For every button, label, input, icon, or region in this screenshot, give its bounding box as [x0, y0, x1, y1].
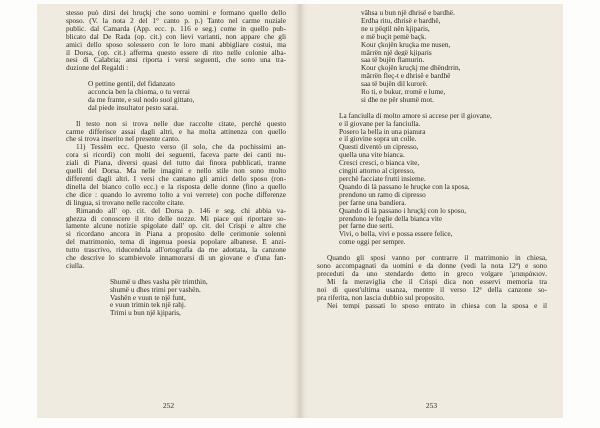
verse-line: vâhsa u bun një dhrisë e bardhë.: [361, 9, 455, 17]
text-line: stesso può dirsi dei hruçkj che sono uomini e formano quello dello: [66, 9, 286, 17]
text-line: lamente alcune notizie spigolate dall' op. cit. del Crispi e altre che: [66, 222, 286, 231]
verse-line: Kour çkojën kruçkj me dhëndrrin,: [361, 64, 461, 73]
left-page-text: [66, 9, 286, 317]
verse-line: e il giovine sopra un colle.: [339, 135, 417, 144]
verse-line: La fanciulla di molto amore si accese per il giovane,: [339, 111, 492, 120]
verse-line: Vivi, o bella, vivi e possa essere felice,: [339, 230, 453, 239]
text-line: duzione del Regaldi :: [66, 64, 129, 73]
verse-line: Ro ti, e bukur, rromë e lume,: [361, 88, 446, 96]
text-line: differenti dagli altri. I versi che cantano gli amici dello sposo (ron-: [66, 175, 286, 183]
verse-line: per farne una bandiera.: [339, 198, 407, 207]
verse-line: si dhe ne për shumë mot.: [361, 95, 434, 104]
verse-line: e vuun trimin tek një rahj.: [110, 301, 186, 310]
verse-line: cingiti attorno al cipresso,: [339, 167, 415, 176]
text-line: tutto trascrivo, riducendola all'ortografia da me adottata, la canzone: [66, 246, 286, 255]
text-line: Mi fa meraviglia che il Crispi dica non esservi memoria tra: [327, 277, 547, 286]
verse-line: mârrën një degë kjiparis: [361, 48, 432, 57]
page-number: 253: [425, 401, 438, 410]
verse-line: Posero la bella in una pianura: [339, 127, 426, 136]
text-line: ciulla.: [66, 261, 85, 270]
text-line: nesi di Calabria; ansi riporta i versi seguenti, che sono una tra-: [66, 56, 286, 65]
verse-line: dal piede insultator pesto sarai.: [88, 103, 179, 112]
verse-line: come oggi per sempre.: [339, 238, 406, 247]
verse-line: prendono un ramo di cipresso: [339, 190, 426, 199]
verse-line: prendono le foglie della bianca vite: [339, 214, 443, 223]
text-line: che descrive lo scambievole innamorarsi di un giovane e d'una fan-: [66, 254, 286, 262]
left-page: [37, 4, 300, 418]
text-line: quelli del Dorsa. Ma nelle imagini e nello stile non sono molto: [66, 167, 286, 175]
verse-line: O pettine gentil, del fidanzato: [88, 80, 175, 89]
verse-line: mârrën fleç-t e dhrisë e bardhë: [361, 72, 451, 81]
text-line: sono accompagnati da uomini e da donne (vedi la nota 12ª) e sono: [317, 261, 547, 270]
text-line: ghezza di conoscere il rito delle nozze. Mi piace qui riportare so-: [66, 214, 286, 223]
text-line: pra riferita, non lascia dubbio sul proposito.: [317, 293, 445, 302]
verse-line: da me frante, e sul nodo suol gittato,: [88, 95, 195, 104]
text-line: cora si ricordi) con molti dei seguenti, faceva parte dei canti nu-: [66, 151, 286, 160]
right-page: [300, 4, 563, 418]
verse-line: Shumë u dhes vasha për trimthin,: [110, 277, 208, 286]
text-line: che si trova inserito nel presente canto.: [66, 135, 180, 144]
verse-line: saa të bujën dil kurorë.: [361, 80, 428, 89]
right-page-text: [317, 9, 547, 309]
text-line: Quando gli sposi vanno per contrarre il matrimonio in chiesa,: [327, 254, 547, 262]
verse-line: e më buçit pemë baçk.: [361, 32, 427, 41]
verse-line: quella una vite bianca.: [339, 151, 405, 160]
verse-line: Erdha ritu, dhrisë e bardhë,: [361, 16, 441, 25]
text-line: sposo. (V. la nota 2 del 1° canto p. p.) Tanto nel carme nuziale: [66, 16, 286, 25]
text-line: di lingua, si trovano nelle raccolte citate.: [66, 198, 185, 207]
verse-line: e il giovane per la fanciulla.: [339, 119, 421, 128]
verse-line: per farne due serti.: [339, 222, 394, 231]
text-line: carme differisce assai dagli altri, e ha molta attinenza con quello: [66, 127, 286, 136]
text-line: Il testo non si trova nelle due raccolte citate, perchè questo: [76, 119, 286, 128]
text-line: Rimando all' op. cit. del Dorsa p. 146 e seg. chi abbia va-: [76, 206, 286, 215]
verse-line: perchè facciate frutti insieme.: [339, 175, 426, 183]
text-line: Nei tempi passati lo sposo entrato in chiesa con la sposa e il: [327, 301, 547, 310]
verse-line: Kour çkojën kruçka me nusen,: [361, 40, 451, 49]
verse-line: saa të bujën flamurin.: [361, 56, 425, 65]
verse-line: shumë u dhes trimi per vashën.: [110, 285, 201, 294]
text-line: public. dal Camarda (App. ecc. p. 116 e seg.) come in quello pub-: [66, 24, 286, 33]
verse-line: ne u pëqtil nën kjiparis,: [361, 24, 430, 33]
text-line: amici dello sposo solessero con le loro mani abbigliare costui, ma: [66, 40, 286, 49]
text-line: dinella del bianco collo ecc.) e la risposta delle donne (fino a quello: [66, 182, 286, 191]
text-line: ziali di Piana, diversi quasi del tutto dai finora pubblicati, tranne: [66, 159, 286, 168]
verse-line: acconcia ben la chioma, o tu verrai: [88, 88, 190, 96]
verse-line: Cresci cresci, o bianca vite,: [339, 159, 420, 168]
text-line: si ricordano ancora in Piana a proposito delle cerimonie solenni: [66, 230, 286, 239]
text-line: che dice : quando lo avremo tolto a voi verrete) con poche differenze: [66, 190, 286, 199]
verse-line: Quando di là passano le hruçke con la sposa,: [339, 182, 470, 191]
text-line: preceduti da uno stendardo detto in greco volgare 'μπαιράκιον.: [317, 269, 547, 278]
text-line: 11) Tessëm ecc. Questo verso (il solo, che da pochissimi an-: [76, 143, 286, 152]
verse-line: Vashën e vuun te një funt,: [110, 293, 186, 302]
text-line: noi di quest'ultima usanza, mentre il verso 12ª della canzone so-: [317, 285, 547, 294]
page-number: 252: [162, 401, 175, 410]
text-line: il Dorsa, (op. cit.) afferma questo essere di rito nelle colonie alba-: [66, 48, 286, 57]
text-line: del matrimonio, tema di ingenua poesia popolare albanese. E anzi-: [66, 238, 286, 247]
verse-line: Questi diventò un cipresso,: [339, 143, 419, 152]
text-line: blicato dal De Rada (op. cit.) con lievi varianti, non appare che gli: [66, 32, 286, 41]
verse-line: Quando di là passano i hruçkj con lo sposo,: [339, 206, 467, 215]
verse-line: Trimi u bun një kjiparis,: [110, 309, 181, 318]
